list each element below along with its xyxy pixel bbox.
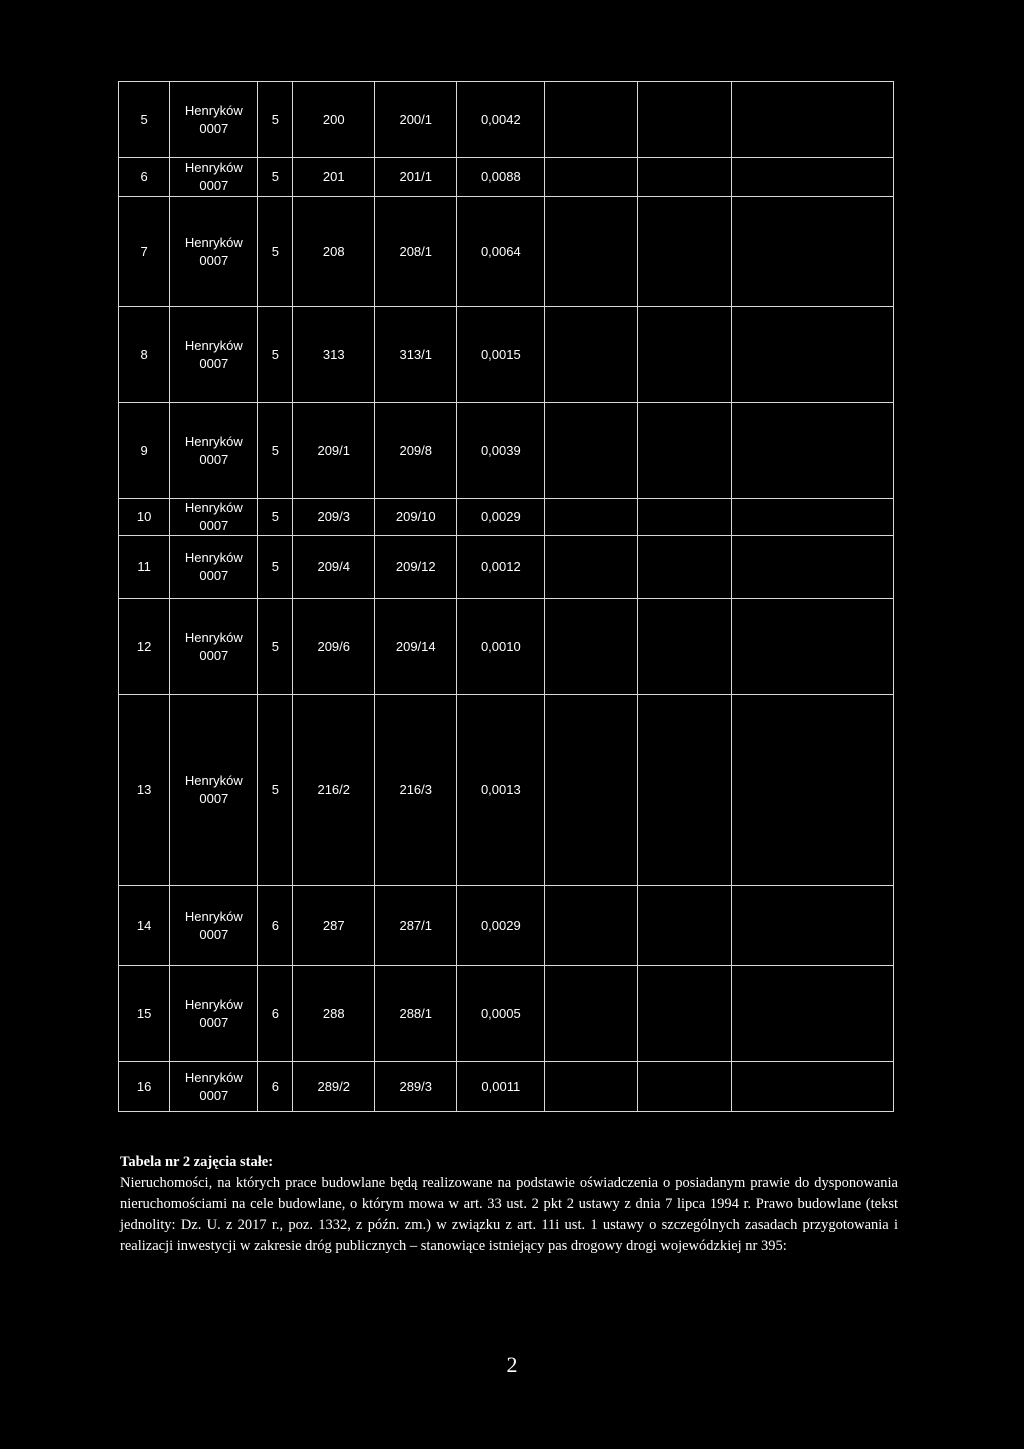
table-row (119, 158, 894, 197)
empty-cell (731, 403, 893, 499)
table-row (119, 82, 894, 158)
precinct-number: 0007 (199, 647, 229, 663)
empty-cell (637, 499, 731, 536)
table-row (119, 886, 894, 966)
precinct-number: 0007 (199, 1014, 229, 1030)
area-cell: 0,0039 (457, 403, 545, 499)
location-name: Henryków (184, 337, 243, 353)
map-sheet-cell: 5 (258, 695, 293, 886)
table-2-heading: Tabela nr 2 zajęcia stałe: (120, 1154, 274, 1170)
parcel-after-cell: 287/1 (375, 886, 457, 966)
area-cell: 0,0013 (457, 695, 545, 886)
area-cell: 0,0042 (457, 82, 545, 158)
empty-cell (637, 536, 731, 599)
row-number-cell: 14 (119, 886, 170, 966)
table-row (119, 403, 894, 499)
location-cell (170, 599, 258, 695)
location-cell (170, 536, 258, 599)
row-number-cell: 15 (119, 966, 170, 1062)
parcel-after-cell: 208/1 (375, 197, 457, 307)
parcel-before-cell: 200 (293, 82, 375, 158)
empty-cell (731, 197, 893, 307)
location-cell (170, 307, 258, 403)
parcel-after-cell: 209/14 (375, 599, 457, 695)
area-cell: 0,0029 (457, 499, 545, 536)
empty-cell (731, 1062, 893, 1112)
row-number-cell: 11 (119, 536, 170, 599)
map-sheet-cell: 6 (258, 966, 293, 1062)
location-cell (170, 966, 258, 1062)
parcel-before-cell: 209/6 (293, 599, 375, 695)
location-name: Henryków (184, 102, 243, 118)
parcel-before-cell: 216/2 (293, 695, 375, 886)
location-cell (170, 403, 258, 499)
precinct-number: 0007 (199, 518, 229, 533)
table-row (119, 695, 894, 886)
table-row (119, 599, 894, 695)
empty-cell (545, 886, 637, 966)
table-row (119, 307, 894, 403)
area-cell: 0,0011 (457, 1062, 545, 1112)
empty-cell (637, 886, 731, 966)
parcel-after-cell: 289/3 (375, 1062, 457, 1112)
area-cell: 0,0088 (457, 158, 545, 197)
empty-cell (731, 82, 893, 158)
location-name: Henryków (184, 160, 243, 175)
location-cell (170, 197, 258, 307)
empty-cell (637, 403, 731, 499)
map-sheet-cell: 5 (258, 197, 293, 307)
parcel-before-cell: 201 (293, 158, 375, 197)
map-sheet-cell: 5 (258, 499, 293, 536)
row-number-cell: 9 (119, 403, 170, 499)
precinct-number: 0007 (199, 568, 229, 583)
location-cell (170, 886, 258, 966)
empty-cell (637, 82, 731, 158)
parcel-after-cell: 200/1 (375, 82, 457, 158)
empty-cell (637, 158, 731, 197)
precinct-number: 0007 (199, 178, 229, 193)
table-2-description: Nieruchomości, na których prace budowlane będą realizowane na podstawie oświadczenia o posiadanym prawie do dysponowania nieruchomościami na cele budowlane, o którym mowa w art. 33 ust. 2 pkt 2 ustawy z dnia 7 lipca 1994 r. Prawo budowlane (tekst jednolity: Dz. U. z 2017 r., poz. 1332, z późn. zm.) w związku z art. 11i ust. 1 ustawy o szczególnych zasadach przygotowania i realizacji inwestycji w zakresie dróg publicznych – stanowiące istniejący pas drogowy drogi wojewódzkiej nr 395: (120, 1175, 898, 1254)
empty-cell (731, 499, 893, 536)
parcel-after-cell: 313/1 (375, 307, 457, 403)
map-sheet-cell: 5 (258, 307, 293, 403)
parcel-before-cell: 209/4 (293, 536, 375, 599)
map-sheet-cell: 6 (258, 1062, 293, 1112)
precinct-number: 0007 (199, 1087, 229, 1103)
empty-cell (731, 599, 893, 695)
empty-cell (545, 499, 637, 536)
location-name: Henryków (184, 500, 243, 515)
area-cell: 0,0005 (457, 966, 545, 1062)
location-name: Henryków (184, 996, 243, 1012)
location-cell (170, 82, 258, 158)
parcel-before-cell: 313 (293, 307, 375, 403)
map-sheet-cell: 5 (258, 403, 293, 499)
parcel-before-cell: 209/3 (293, 499, 375, 536)
table-row (119, 197, 894, 307)
precinct-number: 0007 (199, 120, 229, 136)
table-row (119, 499, 894, 536)
area-cell: 0,0064 (457, 197, 545, 307)
map-sheet-cell: 6 (258, 886, 293, 966)
empty-cell (637, 307, 731, 403)
row-number-cell: 12 (119, 599, 170, 695)
location-cell (170, 499, 258, 536)
parcel-before-cell: 209/1 (293, 403, 375, 499)
parcel-after-cell: 216/3 (375, 695, 457, 886)
empty-cell (731, 966, 893, 1062)
empty-cell (731, 695, 893, 886)
empty-cell (545, 1062, 637, 1112)
location-cell (170, 158, 258, 197)
parcel-after-cell: 201/1 (375, 158, 457, 197)
empty-cell (545, 158, 637, 197)
row-number-cell: 6 (119, 158, 170, 197)
location-name: Henryków (184, 629, 243, 645)
map-sheet-cell: 5 (258, 82, 293, 158)
map-sheet-cell: 5 (258, 158, 293, 197)
empty-cell (731, 307, 893, 403)
location-name: Henryków (184, 234, 243, 250)
location-name: Henryków (184, 550, 243, 565)
table-body (119, 82, 894, 1112)
empty-cell (637, 695, 731, 886)
parcel-after-cell: 209/8 (375, 403, 457, 499)
row-number-cell: 7 (119, 197, 170, 307)
row-number-cell: 16 (119, 1062, 170, 1112)
row-number-cell: 5 (119, 82, 170, 158)
map-sheet-cell: 5 (258, 599, 293, 695)
map-sheet-cell: 5 (258, 536, 293, 599)
location-name: Henryków (184, 908, 243, 924)
parcel-before-cell: 208 (293, 197, 375, 307)
empty-cell (637, 1062, 731, 1112)
precinct-number: 0007 (199, 926, 229, 942)
empty-cell (731, 886, 893, 966)
empty-cell (637, 599, 731, 695)
empty-cell (545, 966, 637, 1062)
location-cell (170, 1062, 258, 1112)
table-row (119, 1062, 894, 1112)
area-cell: 0,0012 (457, 536, 545, 599)
empty-cell (545, 197, 637, 307)
location-name: Henryków (184, 1069, 243, 1085)
precinct-number: 0007 (199, 252, 229, 268)
row-number-cell: 13 (119, 695, 170, 886)
notes-section (120, 1152, 898, 1257)
empty-cell (545, 403, 637, 499)
empty-cell (637, 197, 731, 307)
empty-cell (545, 695, 637, 886)
precinct-number: 0007 (199, 451, 229, 467)
area-cell: 0,0010 (457, 599, 545, 695)
empty-cell (545, 536, 637, 599)
empty-cell (545, 599, 637, 695)
parcel-before-cell: 289/2 (293, 1062, 375, 1112)
parcels-table (118, 81, 894, 1112)
empty-cell (545, 82, 637, 158)
area-cell: 0,0015 (457, 307, 545, 403)
precinct-number: 0007 (199, 355, 229, 371)
parcel-before-cell: 287 (293, 886, 375, 966)
parcel-after-cell: 209/10 (375, 499, 457, 536)
empty-cell (545, 307, 637, 403)
table-row (119, 536, 894, 599)
row-number-cell: 10 (119, 499, 170, 536)
location-cell (170, 695, 258, 886)
page-number: 2 (506, 1352, 518, 1377)
table-row (119, 966, 894, 1062)
parcel-after-cell: 209/12 (375, 536, 457, 599)
location-name: Henryków (184, 773, 243, 788)
area-cell: 0,0029 (457, 886, 545, 966)
row-number-cell: 8 (119, 307, 170, 403)
parcel-before-cell: 288 (293, 966, 375, 1062)
precinct-number: 0007 (199, 791, 229, 806)
empty-cell (637, 966, 731, 1062)
empty-cell (731, 536, 893, 599)
location-name: Henryków (184, 433, 243, 449)
empty-cell (731, 158, 893, 197)
parcel-after-cell: 288/1 (375, 966, 457, 1062)
